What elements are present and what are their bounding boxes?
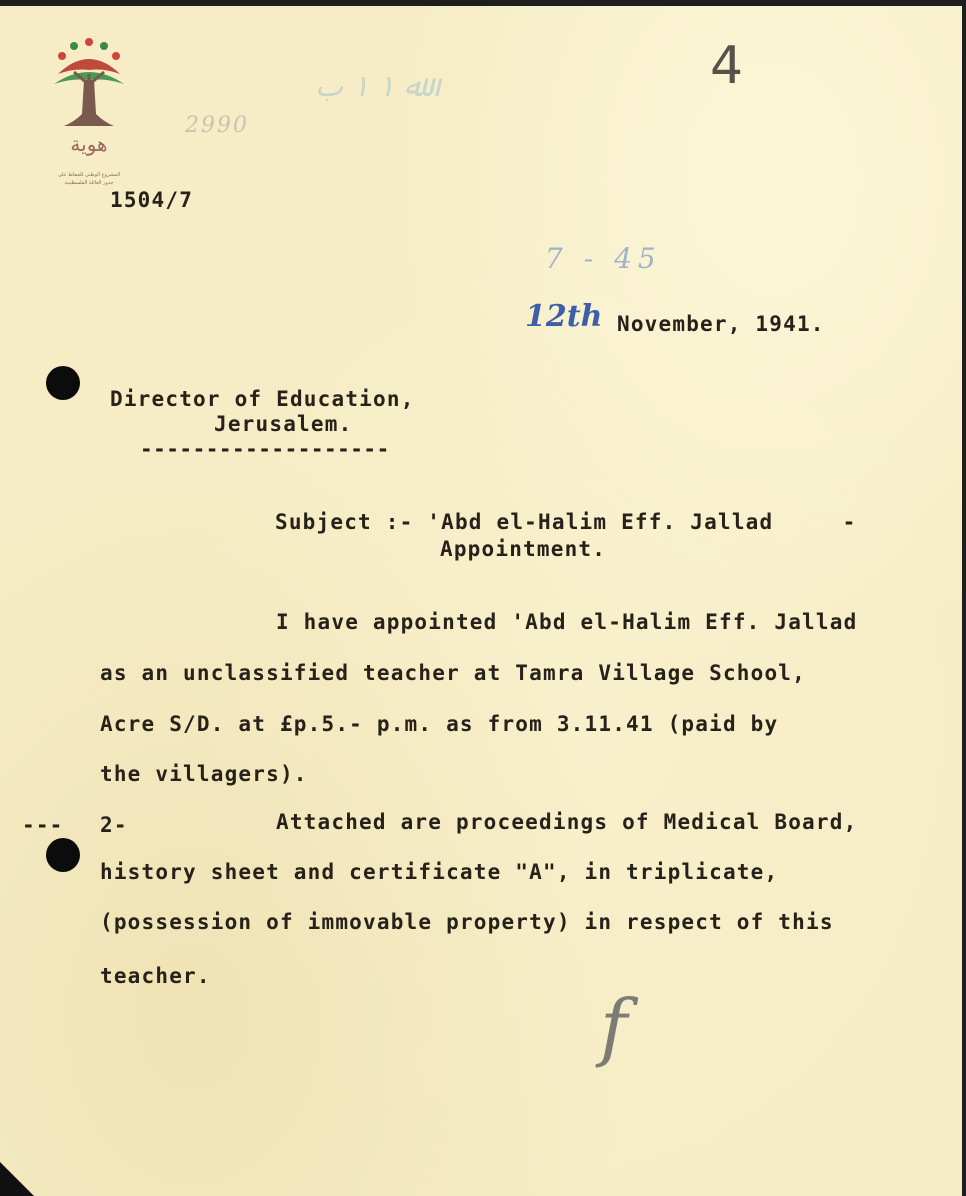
letter-date: November, 1941. — [617, 312, 825, 336]
scan-edge-top — [0, 0, 966, 6]
punch-hole-bottom — [46, 838, 80, 872]
margin-dash-mark: --- — [22, 813, 64, 837]
tree-logo-icon — [44, 34, 134, 134]
logo-caption-2: جذور العائلة الفلسطينية — [64, 180, 114, 186]
scan-edge-right — [962, 0, 966, 1196]
date-day-handwritten: 12th — [525, 299, 603, 334]
initials-signature: f — [600, 984, 628, 1070]
paragraph-1-line-3: Acre S/D. at £p.5.- p.m. as from 3.11.41 (paid by — [100, 712, 779, 736]
paragraph-2-number: 2- — [100, 813, 128, 837]
paragraph-2-line-3: (possession of immovable property) in respect of this — [100, 910, 834, 934]
folded-corner — [0, 1162, 34, 1196]
paragraph-1-line-1: I have appointed 'Abd el-Halim Eff. Jallad — [276, 610, 858, 634]
subject-line-1: Subject :- 'Abd el-Halim Eff. Jallad - — [275, 510, 857, 534]
paragraph-1-line-2: as an unclassified teacher at Tamra Village School, — [100, 661, 806, 685]
faint-pencil-number: 2990 — [185, 113, 249, 138]
paragraph-2-line-1: Attached are proceedings of Medical Board, — [276, 810, 858, 834]
file-reference: 1504/7 — [110, 188, 194, 212]
faint-blue-annotation: 7 - 45 — [545, 242, 662, 275]
archive-logo — [44, 34, 134, 184]
faint-arabic-annotation: ﷲ ١ ١ ب — [315, 69, 422, 104]
paragraph-2-line-4: teacher. — [100, 964, 211, 988]
recipient-line-1: Director of Education, — [110, 387, 415, 411]
logo-name: هوية — [70, 132, 108, 156]
subject-line-2: Appointment. — [440, 537, 607, 561]
recipient-underline: ------------------- — [140, 437, 390, 461]
punch-hole-top — [46, 366, 80, 400]
page-number-annotation: 4 — [710, 36, 744, 96]
paragraph-1-line-4: the villagers). — [100, 762, 308, 786]
recipient-line-2: Jerusalem. — [214, 412, 353, 436]
logo-caption-1: المشروع الوطني للحفاظ على — [57, 172, 121, 178]
paragraph-2-line-2: history sheet and certificate "A", in triplicate, — [100, 860, 779, 884]
